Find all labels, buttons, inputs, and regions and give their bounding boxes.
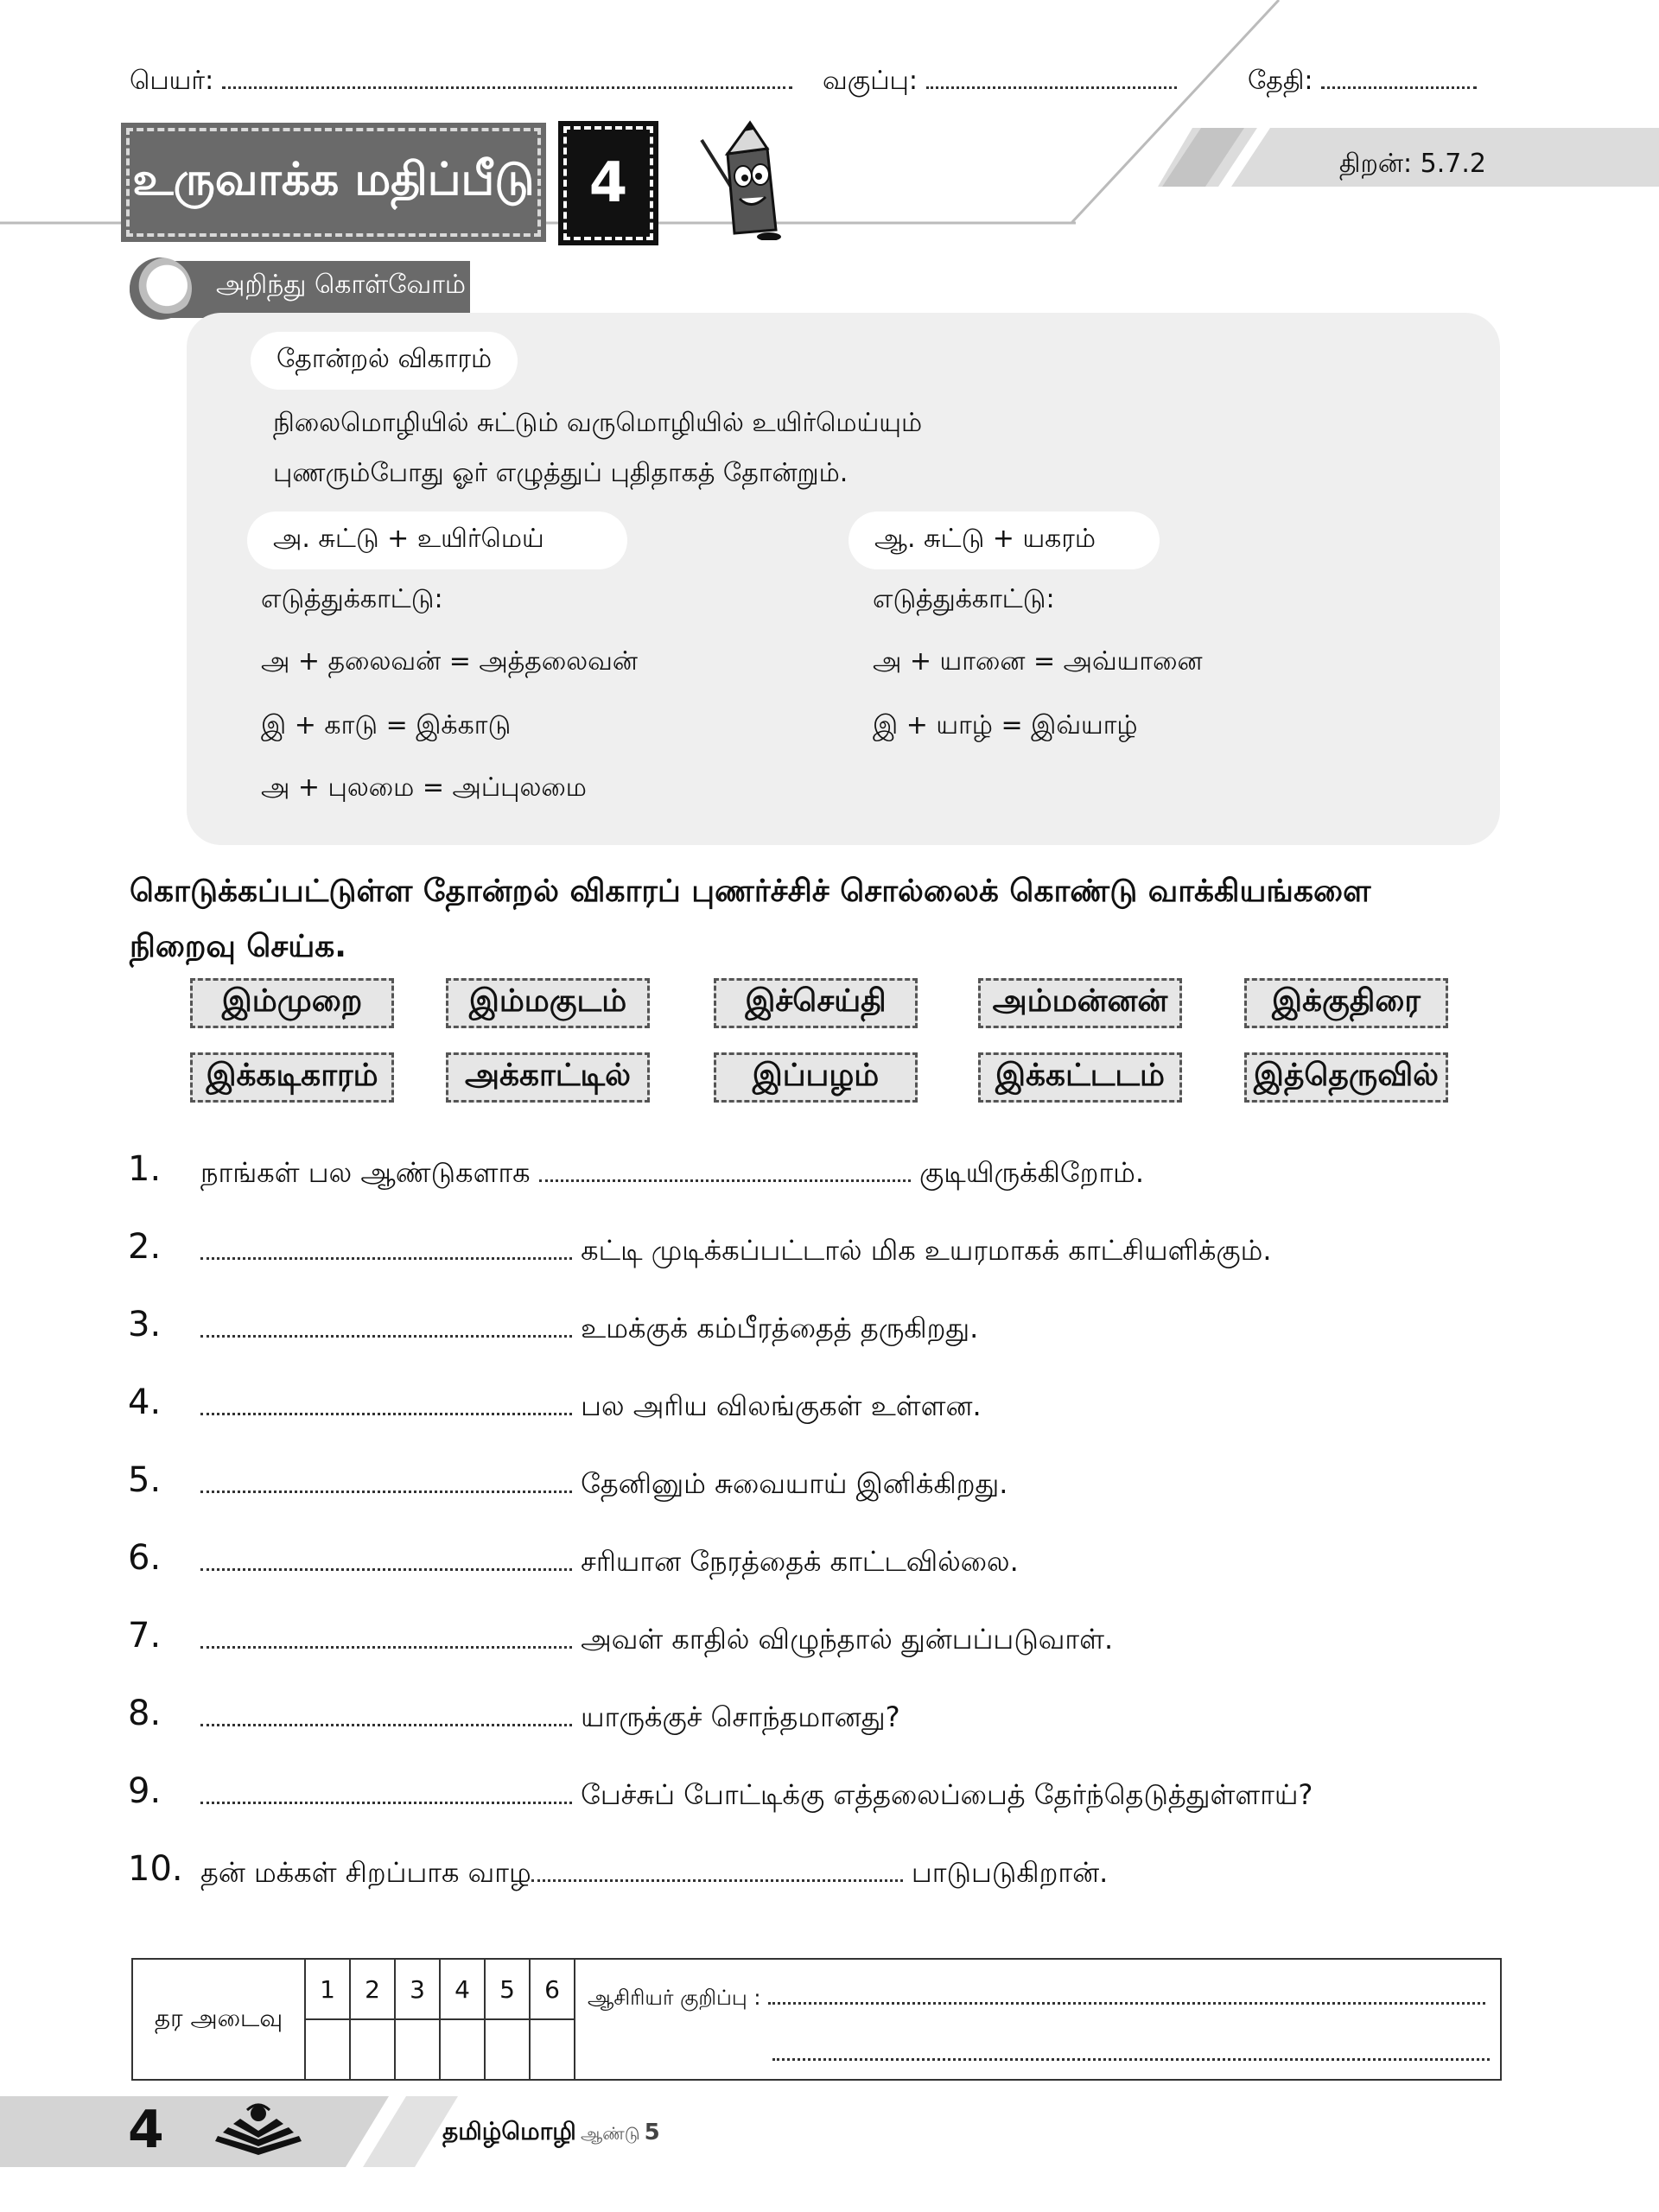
page-number: 4 bbox=[128, 2100, 164, 2160]
word-bank-item: இம்மகுடம் bbox=[446, 978, 650, 1028]
question-number: 5. bbox=[128, 1460, 162, 1500]
teacher-note-blank[interactable] bbox=[768, 1988, 1485, 2005]
word-bank-item: அம்மன்னன் bbox=[978, 978, 1182, 1028]
grade-level: 4 bbox=[440, 1959, 485, 2019]
question-7: அவள் காதில் விழுந்தால் துன்பப்படுவாள். bbox=[200, 1623, 1113, 1659]
rule-a-example-label: எடுத்துக்காட்டு: bbox=[261, 584, 443, 614]
assessment-title: உருவாக்க மதிப்பீடு bbox=[126, 128, 541, 237]
skill-code: திறன்: 5.7.2 bbox=[1338, 149, 1486, 179]
word-bank-item: இம்முறை bbox=[190, 978, 394, 1028]
word-bank-item: இத்தெருவில் bbox=[1244, 1052, 1448, 1103]
grade-table bbox=[131, 1958, 1502, 2081]
class-blank[interactable] bbox=[926, 69, 1177, 89]
answer-blank[interactable] bbox=[200, 1625, 572, 1649]
answer-blank[interactable] bbox=[200, 1470, 572, 1493]
word-bank-item: இச்செய்தி bbox=[714, 978, 918, 1028]
grade-checkbox[interactable] bbox=[440, 2019, 485, 2080]
grade-level: 5 bbox=[485, 1959, 530, 2019]
grade-checkbox[interactable] bbox=[395, 2019, 440, 2080]
rule-a-example: அ + புலமை = அப்புலமை bbox=[261, 772, 587, 803]
name-blank[interactable] bbox=[222, 69, 792, 89]
question-number: 10. bbox=[128, 1849, 183, 1889]
question-number: 7. bbox=[128, 1616, 162, 1656]
answer-blank[interactable] bbox=[539, 1159, 911, 1182]
class-field[interactable]: வகுப்பு: bbox=[823, 66, 1177, 99]
answer-blank[interactable] bbox=[200, 1392, 572, 1415]
answer-blank[interactable] bbox=[200, 1781, 572, 1804]
assessment-number: 4 bbox=[563, 126, 653, 240]
section-label: அறிந்து கொள்வோம் bbox=[216, 270, 467, 300]
grade-level: 1 bbox=[305, 1959, 350, 2019]
question-4: பல அரிய விலங்குகள் உள்ளன. bbox=[200, 1389, 982, 1426]
answer-blank[interactable] bbox=[200, 1703, 572, 1726]
teacher-note-blank[interactable] bbox=[772, 2044, 1490, 2061]
date-field[interactable]: தேதி: bbox=[1248, 66, 1477, 99]
question-number: 1. bbox=[128, 1149, 162, 1189]
info-heading: தோன்றல் விகாரம் bbox=[251, 332, 518, 390]
info-paragraph-line2: புணரும்போது ஓர் எழுத்துப் புதிதாகத் தோன்றும். bbox=[273, 458, 849, 488]
grade-checkbox[interactable] bbox=[305, 2019, 350, 2080]
question-number: 2. bbox=[128, 1227, 162, 1267]
teacher-note[interactable]: ஆசிரியர் குறிப்பு : bbox=[575, 1959, 1501, 2080]
answer-blank[interactable] bbox=[200, 1548, 572, 1571]
grade-checkbox[interactable] bbox=[530, 2019, 575, 2080]
grade-level: 2 bbox=[350, 1959, 395, 2019]
word-bank-item: இப்பழம் bbox=[714, 1052, 918, 1103]
question-2: கட்டி முடிக்கப்பட்டால் மிக உயரமாகக் காட்சியளிக்கும். bbox=[200, 1234, 1272, 1270]
word-bank-item: அக்காட்டில் bbox=[446, 1052, 650, 1103]
info-paragraph-line1: நிலைமொழியில் சுட்டும் வருமொழியில் உயிர்மெய்யும் bbox=[273, 408, 923, 438]
question-3: உமக்குக் கம்பீரத்தைத் தருகிறது. bbox=[200, 1312, 978, 1348]
word-bank-item: இக்குதிரை bbox=[1244, 978, 1448, 1028]
answer-blank[interactable] bbox=[531, 1859, 903, 1882]
grade-checkbox[interactable] bbox=[485, 2019, 530, 2080]
answer-blank[interactable] bbox=[200, 1314, 572, 1338]
rule-b-heading: ஆ. சுட்டு + யகரம் bbox=[849, 512, 1160, 569]
grade-checkbox[interactable] bbox=[350, 2019, 395, 2080]
question-number: 8. bbox=[128, 1694, 162, 1733]
footer-stripes bbox=[311, 2096, 458, 2167]
word-bank-item: இக்கடிகாரம் bbox=[190, 1052, 394, 1103]
question-number: 3. bbox=[128, 1305, 162, 1344]
rule-b-example: இ + யாழ் = இவ்யாழ் bbox=[873, 710, 1138, 741]
name-field[interactable]: பெயர்: bbox=[130, 66, 792, 99]
book-logo-icon bbox=[211, 2103, 306, 2160]
rule-a-heading: அ. சுட்டு + உயிர்மெய் bbox=[247, 512, 627, 569]
info-box bbox=[187, 313, 1500, 845]
instruction: கொடுக்கப்பட்டுள்ள தோன்றல் விகாரப் புணர்ச்சிச் சொல்லைக் கொண்டு வாக்கியங்களை நிறைவு செய்க. bbox=[130, 874, 1371, 964]
grade-level: 6 bbox=[530, 1959, 575, 2019]
question-8: யாருக்குச் சொந்தமானது? bbox=[200, 1700, 900, 1737]
question-9: பேச்சுப் போட்டிக்கு எத்தலைப்பைத் தேர்ந்தெடுத்துள்ளாய்? bbox=[200, 1778, 1313, 1815]
question-number: 9. bbox=[128, 1771, 162, 1811]
grade-level: 3 bbox=[395, 1959, 440, 2019]
question-6: சரியான நேரத்தைக் காட்டவில்லை. bbox=[200, 1545, 1019, 1581]
pencil-mascot-icon bbox=[683, 119, 795, 240]
rule-a-example: இ + காடு = இக்காடு bbox=[261, 710, 512, 741]
rule-b-example: அ + யானை = அவ்யானை bbox=[873, 646, 1203, 677]
rule-b-example-label: எடுத்துக்காட்டு: bbox=[873, 584, 1055, 614]
grade-label: தர அடைவு bbox=[132, 1959, 305, 2080]
question-number: 6. bbox=[128, 1538, 162, 1578]
question-number: 4. bbox=[128, 1382, 162, 1422]
word-bank-item: இக்கட்டடம் bbox=[978, 1052, 1182, 1103]
answer-blank[interactable] bbox=[200, 1236, 572, 1260]
section-circle-icon bbox=[130, 257, 192, 320]
rule-a-example: அ + தலைவன் = அத்தலைவன் bbox=[261, 646, 638, 677]
question-5: தேனினும் சுவையாய் இனிக்கிறது. bbox=[200, 1467, 1007, 1503]
footer-book-info: தமிழ்மொழி ஆண்டு 5 bbox=[442, 2117, 660, 2145]
question-1: நாங்கள் பல ஆண்டுகளாக குடியிருக்கிறோம். bbox=[200, 1156, 1145, 1189]
question-10: தன் மக்கள் சிறப்பாக வாழ பாடுபடுகிறான். bbox=[200, 1856, 1109, 1889]
date-blank[interactable] bbox=[1321, 69, 1477, 89]
